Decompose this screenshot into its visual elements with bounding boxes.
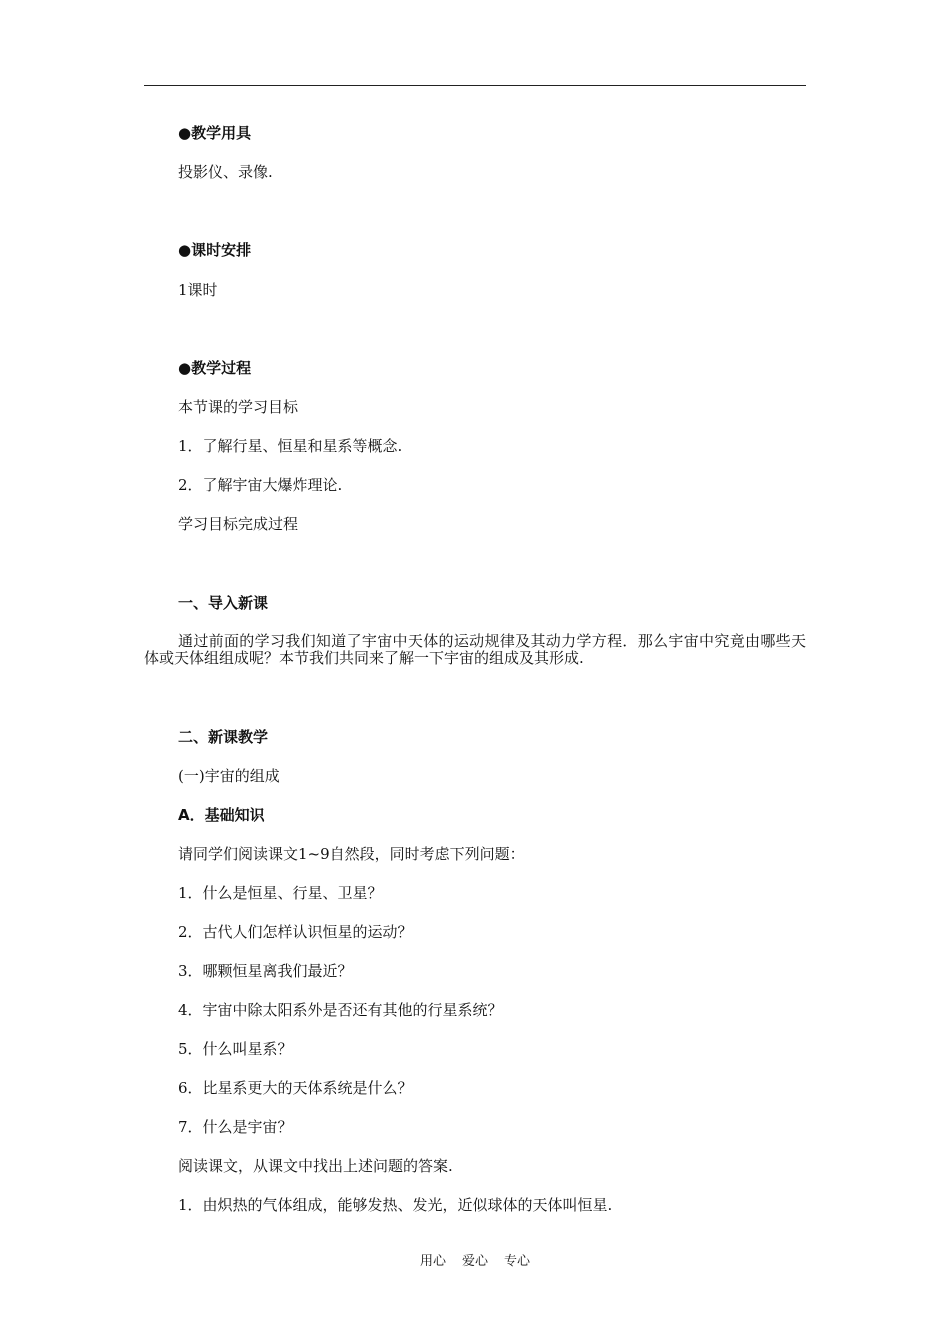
tools-heading: ●教学用具 (178, 124, 252, 142)
page-footer (0, 1250, 950, 1269)
goal-item-2: 2．了解宇宙大爆炸理论. (178, 476, 343, 494)
goal-process: 学习目标完成过程 (178, 515, 299, 533)
sub-heading: (一)宇宙的组成 (178, 767, 280, 785)
question-7: 7．什么是宇宙？ (178, 1118, 293, 1136)
tools-text: 投影仪、录像. (178, 163, 273, 181)
footer-word-1: 用心 (419, 1254, 446, 1269)
question-5: 5．什么叫星系？ (178, 1040, 293, 1058)
answer-1: 1．由炽热的气体组成，能够发热、发光，近似球体的天体叫恒星. (178, 1196, 613, 1214)
new-lesson-heading: 二、新课教学 (178, 728, 269, 746)
footer-word-2: 爱心 (461, 1254, 488, 1269)
schedule-heading: ●课时安排 (178, 241, 252, 259)
basic-knowledge-heading: A．基础知识 (178, 806, 265, 824)
intro-heading: 一、导入新课 (178, 594, 269, 612)
question-6: 6．比星系更大的天体系统是什么？ (178, 1079, 413, 1097)
intro-paragraph: 通过前面的学习我们知道了宇宙中天体的运动规律及其动力学方程．那么宇宙中究竟由哪些天体或天体组组成呢？本节我们共同来了解一下宇宙的组成及其形成. (144, 632, 806, 667)
question-1: 1．什么是恒星、行星、卫星？ (178, 884, 383, 902)
process-heading: ●教学过程 (178, 359, 252, 377)
reading-prompt: 请同学们阅读课文1~9自然段，同时考虑下列问题： (178, 845, 525, 863)
question-4: 4．宇宙中除太阳系外是否还有其他的行星系统？ (178, 1001, 503, 1019)
goals-title: 本节课的学习目标 (178, 398, 299, 416)
answer-prompt: 阅读课文，从课文中找出上述问题的答案. (178, 1157, 453, 1175)
header-rule (144, 85, 806, 86)
question-2: 2．古代人们怎样认识恒星的运动？ (178, 923, 413, 941)
footer-word-3: 专心 (504, 1254, 531, 1269)
question-3: 3．哪颗恒星离我们最近？ (178, 962, 353, 980)
schedule-text: 1课时 (178, 281, 218, 299)
goal-item-1: 1．了解行星、恒星和星系等概念. (178, 437, 403, 455)
